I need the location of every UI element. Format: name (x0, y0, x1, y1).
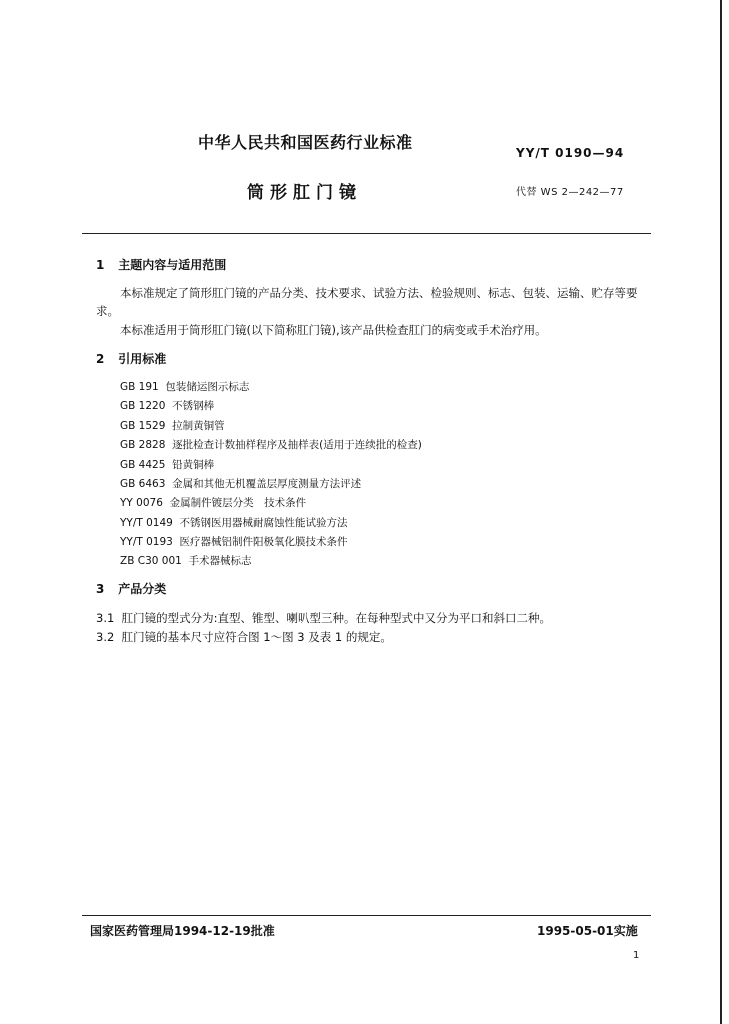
section-number: 2 (96, 352, 105, 366)
reference-item (120, 418, 225, 433)
clause-number: 3.1 (96, 611, 115, 625)
reference-item (120, 495, 306, 510)
reference-name: 不锈钢棒 (172, 400, 215, 412)
page-number: 1 (633, 950, 640, 961)
reference-name: 铅黄铜棒 (172, 459, 215, 471)
section-3-heading (96, 580, 166, 597)
reference-code: GB 1529 (120, 420, 166, 432)
clause-text: 肛门镜的型式分为:直型、锥型、喇叭型三种。在每种型式中又分为平口和斜口二种。 (121, 611, 551, 625)
reference-code: YY/T 0193 (120, 536, 173, 548)
reference-name: 逐批检查计数抽样程序及抽样表(适用于连续批的检查) (172, 439, 422, 451)
paragraph: 本标准规定了筒形肛门镜的产品分类、技术要求、试验方法、检验规则、标志、包装、运输、贮存等要 (120, 286, 638, 300)
approval-date: 国家医药管理局1994-12-19批准 (90, 924, 275, 938)
reference-item (120, 437, 422, 452)
footer-divider (82, 915, 651, 916)
reference-item (120, 515, 348, 530)
section-title: 主题内容与适用范围 (118, 258, 227, 272)
reference-code: YY 0076 (120, 497, 163, 509)
reference-item (120, 476, 361, 491)
reference-code: GB 4425 (120, 459, 166, 471)
reference-item (120, 534, 348, 549)
section-title: 产品分类 (118, 582, 167, 596)
implementation-date: 1995-05-01实施 (537, 924, 638, 938)
reference-name: 金属和其他无机覆盖层厚度测量方法评述 (172, 478, 362, 490)
section-number: 3 (96, 582, 105, 596)
reference-code: GB 191 (120, 381, 159, 393)
reference-code: ZB C30 001 (120, 555, 182, 567)
clause-number: 3.2 (96, 630, 115, 644)
reference-name: 拉制黄铜管 (172, 420, 225, 432)
page-edge-line (720, 0, 722, 1024)
reference-item (120, 553, 252, 568)
reference-name: 金属制件镀层分类 技术条件 (169, 497, 307, 509)
reference-name: 手术器械标志 (188, 555, 252, 567)
header-divider (82, 233, 651, 234)
section-number: 1 (96, 258, 105, 272)
paragraph: 求。 (96, 304, 119, 318)
standard-code: YY/T 0190—94 (516, 146, 625, 160)
replaces-note: 代替 WS 2—242—77 (516, 187, 624, 198)
section-title: 引用标准 (118, 352, 167, 366)
section-2-heading (96, 350, 166, 367)
clause (96, 629, 392, 645)
document-title: 筒形肛门镜 (247, 183, 362, 203)
clause-text: 肛门镜的基本尺寸应符合图 1～图 3 及表 1 的规定。 (121, 630, 392, 644)
clause (96, 610, 551, 626)
reference-item (120, 457, 214, 472)
reference-name: 包装储运图示标志 (165, 381, 250, 393)
reference-code: GB 1220 (120, 400, 166, 412)
section-1-heading (96, 256, 226, 273)
reference-code: GB 6463 (120, 478, 166, 490)
reference-item (120, 379, 249, 394)
reference-code: GB 2828 (120, 439, 166, 451)
reference-code: YY/T 0149 (120, 517, 173, 529)
publisher-line: 中华人民共和国医药行业标准 (198, 133, 413, 152)
reference-name: 不锈钢医用器械耐腐蚀性能试验方法 (179, 517, 348, 529)
reference-item (120, 398, 214, 413)
paragraph: 本标准适用于筒形肛门镜(以下简称肛门镜),该产品供检查肛门的病变或手术治疗用。 (120, 323, 547, 337)
reference-name: 医疗器械铝制件阳极氧化膜技术条件 (179, 536, 348, 548)
